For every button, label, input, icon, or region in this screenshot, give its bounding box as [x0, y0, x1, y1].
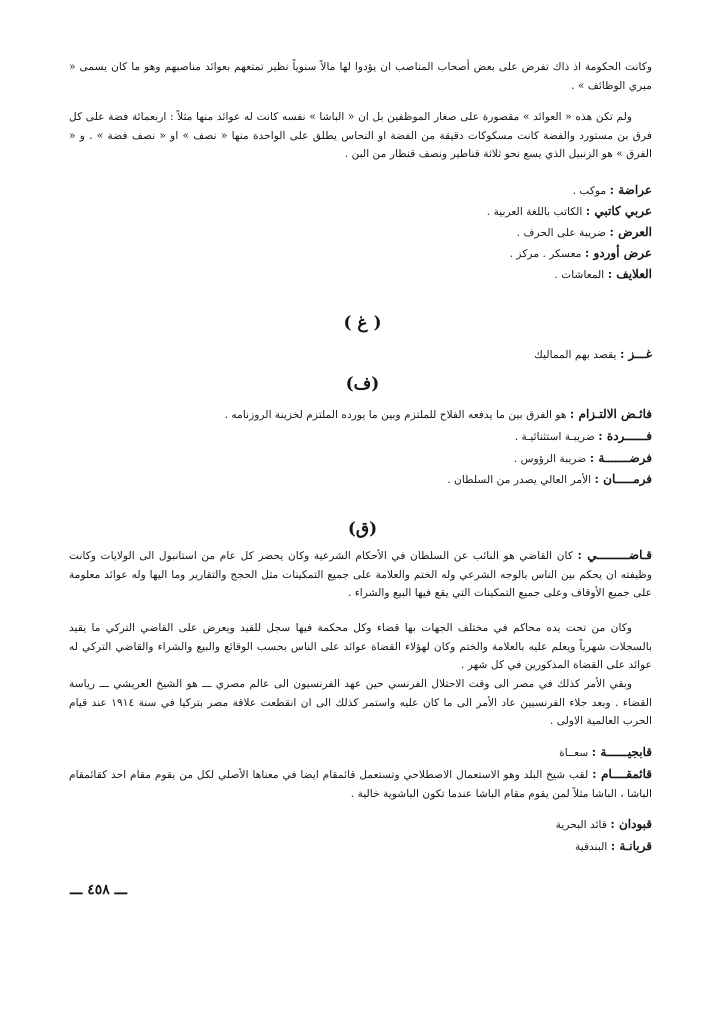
entry-term: العرض : [609, 225, 652, 239]
intro-paragraph-1: وكانت الحكومة اذ ذاك تفرض على بعض أصحاب المناصب ان يؤدوا لها مالاً سنوياً نظير تمتعهم بعوائد مناصبهم وهو ما كان يسمى « ميري الوظائف » . [69, 60, 652, 92]
section-heading-ghain: ( غ ) [343, 313, 382, 333]
entry-term: قابجيــــــة : [591, 745, 652, 759]
entry-definition: الأمر العالي يصدر من السلطان . [447, 473, 592, 486]
entry-definition: قائد البحرية [555, 818, 607, 831]
entry-definition: المعاشات . [554, 268, 605, 281]
entry-term: قبودان : [610, 817, 652, 831]
entry-definition: معسكر . مركز . [509, 247, 582, 260]
entry-al-alayif [69, 265, 652, 285]
entry-term: فرضـــــــة : [589, 451, 652, 465]
page-number: ـــ ٤٥٨ ـــ [70, 882, 127, 898]
entry-term: فــــــردة : [598, 429, 652, 443]
entry-qaimmaqam [69, 765, 652, 803]
entry-arabi-katibi [69, 202, 652, 222]
entry-definition: البندقية [574, 840, 608, 853]
section-heading-fa: (ف) [345, 374, 380, 394]
entry-term: فائـض الالتـزام : [569, 407, 652, 421]
entry-definition: موكب . [572, 184, 607, 197]
entry-definition: الكاتب باللغة العربية . [486, 205, 583, 218]
section-heading-qaf: (ق) [347, 519, 378, 539]
entry-definition: ضريبة الرؤوس . [513, 452, 587, 465]
entry-term: عرض أوردو : [584, 246, 652, 260]
entry-faid-iltizam [69, 405, 652, 425]
entry-qadi-paragraph-1 [69, 546, 652, 603]
entry-definition: هو الفرق بين ما يدفعه الفلاح للملتزم وبين ما يورده الملتزم لخزينة الروزنامه . [224, 408, 567, 421]
entry-farda [69, 449, 652, 469]
entry-definition: لقب شيخ البلد وهو الاستعمال الاصطلاحي وتستعمل قائمقام ايضا في معناها الأصلي لكل من يقوم مقام احد كقائمقام الباشا ، الباشا مثلاً لمن يقوم مقام الباشا عندما تكون الباشوية خالية . [69, 768, 652, 800]
entry-qadi-paragraph-2: وكان من تحت يده محاكم في مختلف الجهات بها قضاء وكل محكمة فيها سجل للقيد ويعرض على القاضي التركي ما يقيد بالسجلات شهرياً ويعلم عليه بالعلامة والختم وكان لهؤلاء القضاة عوائد على الناس بحسب الوقائع والبيع والشراء والقاضي التركي له عوائد على القضاة المذكورين في كل شهر . [69, 621, 652, 671]
entry-qadi-paragraph-3: وبقي الأمر كذلك في مصر الى وقت الاحتلال الفرنسي حين عهد الفرنسيون الى عالم مصري ـــ هو الشيخ العريشي ـــ رياسة القضاء . وبعد جلاء الفرنسيين عاد الأمر الى ما كان عليه واستمر كذلك الى ان انقطعت علاقة مصر بتركيا في سنة ١٩١٤ عند قيام الحرب العالمية الاولى . [69, 677, 652, 727]
entry-definition: سعــاة [559, 746, 589, 759]
entry-term: فرمـــــان : [594, 472, 652, 486]
entry-arada [69, 181, 652, 201]
entry-ghuzz [69, 345, 652, 365]
entry-ard-ordu [69, 244, 652, 264]
entry-qabudan [69, 815, 652, 835]
intro-paragraph-2: ولم تكن هذه « العوائد » مقصورة على صغار الموظفين بل ان « الباشا » نفسه كانت له عوائد منها مثلاً : اربعمائة فضة على كل فرق بن مستورد والفضة كانت مسكوكات دقيقة من الفضة او النحاس يطلق على الواحدة منها « نصف » او « نصف فضة » . و « الفرق » هو الزنبيل الذي يسع نحو ثلاثة قناطير ونصف قنطار من البن . [69, 110, 652, 160]
entry-term: عراضة : [609, 183, 652, 197]
entry-term: قائمقــــام : [592, 767, 652, 781]
entry-definition: ضريبـة استثنائيـة . [514, 430, 595, 443]
entry-term: عربي كاتبي : [585, 204, 652, 218]
entry-firda [69, 427, 652, 447]
entry-definition: ضريبة على الحرف . [516, 226, 607, 239]
entry-qarbana [69, 837, 652, 857]
entry-term: غـــز : [619, 347, 652, 361]
entry-definition: يقصد بهم المماليك [534, 348, 617, 361]
entry-term: قربانـة : [610, 839, 652, 853]
entry-term: العلايف : [607, 267, 652, 281]
entry-definition: كان القاضي هو النائب عن السلطان في الأحكام الشرعية وكان يحضر كل عام من استانبول الى الولايات وكانت وظيفته ان يحكم بين الناس بالوجه الشرعي وله الختم والعلامة على جميع التمكينات مثل الحجج والتقارير وما اليها وله عوائد معلومة على جميع الأوقاف وعلى جميع التمكينات التي يقع فيها البيع والشراء . [69, 549, 652, 599]
entry-qabjiyya [69, 743, 652, 763]
entry-firman [69, 470, 652, 490]
entry-term: قـاضـــــــــي : [577, 548, 652, 562]
entry-al-ard [69, 223, 652, 243]
